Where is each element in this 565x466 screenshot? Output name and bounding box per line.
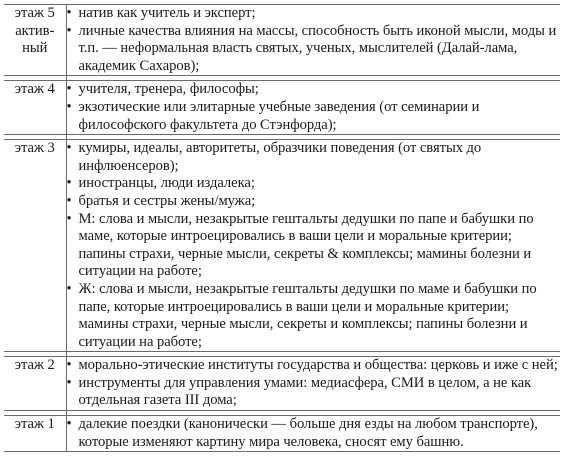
- floor-label-cell: [4, 140, 66, 352]
- floor-label: этаж 4: [14, 81, 55, 98]
- list-item-text: далекие поездки (канонически — больше дня езды на любом транспорте), которые изменяют картину мира человека, сносят ему башню.: [78, 416, 538, 450]
- bullet-icon: •: [66, 81, 72, 98]
- list-item: [67, 375, 561, 410]
- floor-label-cell: [4, 416, 66, 452]
- floor-label-cell: [4, 81, 66, 135]
- list-item: [67, 281, 561, 351]
- list-item-text: экзотические или элитарные учебные заведения (от семинарии и философского факультета до Стэнфорда);: [78, 98, 480, 133]
- floor-sublabel: [4, 23, 66, 58]
- floor-label: этаж 3: [14, 140, 55, 157]
- list-item: [67, 211, 561, 281]
- list-item-text: натив как учитель и эксперт;: [78, 5, 256, 21]
- list-item: [67, 23, 561, 76]
- list-item: [67, 81, 561, 99]
- bullet-icon: •: [66, 210, 72, 227]
- bullet-icon: •: [66, 192, 72, 209]
- floor-items-cell: [66, 5, 560, 76]
- list-item-text: морально-этические институты государства и общества: церковь и иже с ней;: [78, 357, 558, 374]
- floor-items-cell: [66, 357, 560, 411]
- floor-items-cell: [66, 416, 560, 452]
- list-item-text: иностранцы, люди издалека;: [78, 175, 255, 192]
- floor-items-list: [67, 81, 561, 134]
- floor-label: этаж 5: [14, 5, 55, 21]
- bullet-icon: •: [66, 175, 72, 192]
- bullet-icon: •: [66, 416, 72, 433]
- list-item: [67, 357, 561, 375]
- floor-items-list: [67, 5, 561, 75]
- bullet-icon: •: [66, 357, 72, 374]
- list-item: [67, 5, 561, 23]
- list-item: [67, 416, 561, 451]
- floor-label-cell: [4, 5, 66, 76]
- floor-items-list: [67, 140, 561, 351]
- floor-sublabel-line: ный: [22, 40, 48, 57]
- floor-label-cell: [4, 357, 66, 411]
- floor-row: [4, 81, 560, 135]
- floors-table-body: [4, 5, 560, 452]
- list-item-text: кумиры, идеалы, авторитеты, образчики поведения (от святых до инфлюенсеров);: [78, 140, 482, 174]
- floor-items-list: [67, 416, 561, 451]
- floor-row: [4, 140, 560, 352]
- floor-row: [4, 416, 560, 452]
- bullet-icon: •: [66, 22, 72, 39]
- list-item: [67, 99, 561, 134]
- list-item-text: М: слова и мысли, незакрытые гештальты дедушки по папе и бабушки по маме, которые интроецировались в ваши цели и моральные критерии; папины страхи, черные мысли, секреты & комплексы; мамины болезни и ситуации на работе;: [78, 210, 534, 280]
- bullet-icon: •: [66, 280, 72, 297]
- floor-label: этаж 1: [14, 416, 55, 433]
- floor-row: [4, 357, 560, 411]
- list-item: [67, 175, 561, 193]
- bullet-icon: •: [66, 5, 72, 21]
- floor-items-cell: [66, 81, 560, 135]
- floor-items-list: [67, 357, 561, 410]
- bullet-icon: •: [66, 140, 72, 157]
- floors-table: [4, 4, 560, 452]
- list-item-text: братья и сестры жены/мужа;: [78, 192, 256, 209]
- list-item: [67, 193, 561, 211]
- floor-sublabel-line: актив-: [15, 22, 55, 39]
- floor-label: этаж 2: [14, 357, 55, 374]
- floor-row: [4, 5, 560, 76]
- list-item-text: личные качества влияния на массы, способность быть иконой мысли, моды и т.п. — неформальная власть святых, ученых, мыслителей (Далай-лама, академик Сахаров);: [78, 22, 557, 74]
- list-item: [67, 140, 561, 175]
- list-item-text: учителя, тренера, философы;: [78, 81, 259, 98]
- bullet-icon: •: [66, 98, 72, 115]
- bullet-icon: •: [66, 374, 72, 391]
- floor-items-cell: [66, 140, 560, 352]
- list-item-text: инструменты для управления умами: медиасфера, СМИ в целом, а не как отдельная газета III дома;: [78, 374, 532, 409]
- list-item-text: Ж: слова и мысли, незакрытые гештальты дедушки по маме и бабушки по папе, которые интроецировались в ваши цели и моральные критерии; мамины страхи, черные мысли, секреты и комплексы; папины болезни и ситуации на работе;: [78, 280, 537, 350]
